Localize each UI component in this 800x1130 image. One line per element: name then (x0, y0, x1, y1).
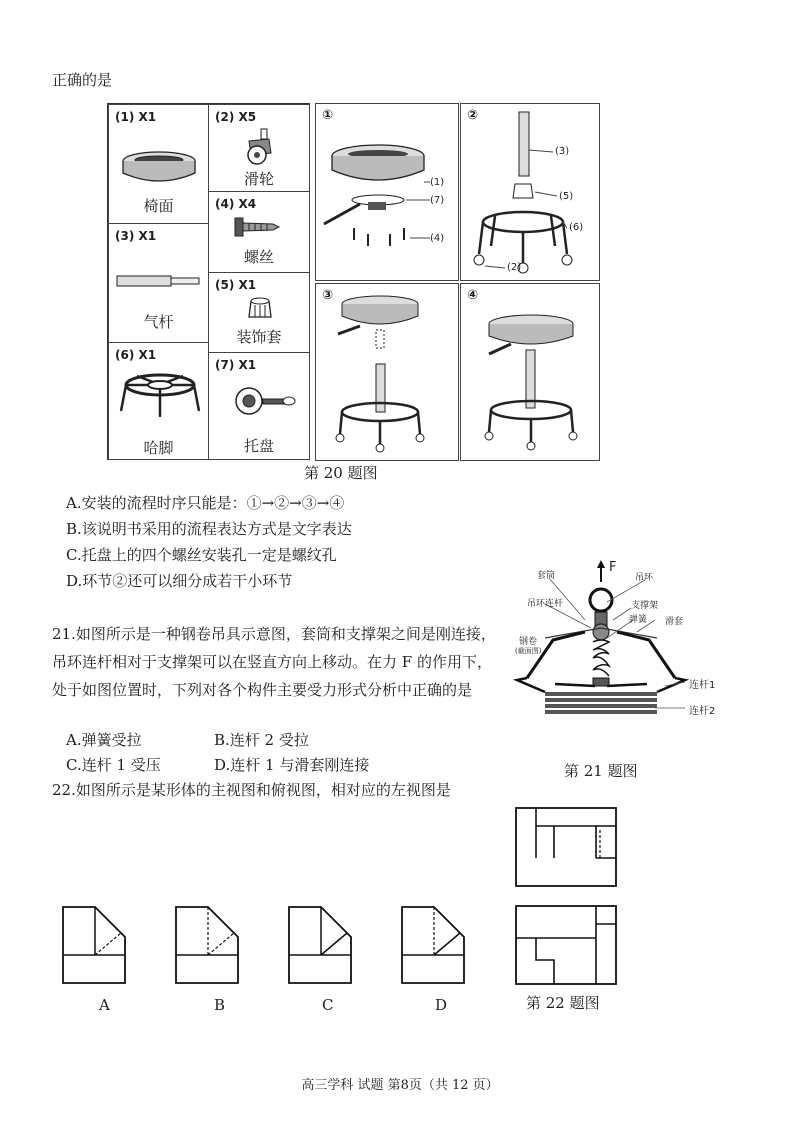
choice-c-view (287, 905, 353, 985)
q22-caption: 第 22 题图 (526, 994, 600, 1012)
screw-part-illustration (233, 214, 283, 244)
ring-label: 吊环 (635, 573, 654, 583)
lead-text: 正确的是 (52, 71, 113, 89)
caster-part-illustration (239, 127, 279, 167)
choice-d-label: D (435, 996, 448, 1014)
part-name: 哈脚 (143, 439, 174, 457)
q21-stem: 21.如图所示是一种钢卷吊具示意图，套筒和支撑架之间是刚连接，吊环连杆相对于支撑架可以在竖直方向上移动。在力 F 的作用下，处于如图位置时，下列对各个构件主要受力形式分析中正确的是 (52, 625, 496, 699)
part-name: 螺丝 (243, 248, 274, 266)
part-cell-base (108, 342, 209, 460)
part-qty: (6) X1 (115, 348, 157, 362)
q22-choice-d[interactable] (400, 905, 466, 985)
q22-front-and-top-views (514, 806, 620, 988)
part-cell-decor-sleeve (208, 272, 310, 353)
choice-d-view (400, 905, 466, 985)
step-label: (5) (559, 191, 574, 202)
support-label: 支撑架 (631, 601, 659, 611)
decor-sleeve-part-illustration (245, 295, 275, 321)
q22-choice-c[interactable] (287, 905, 353, 985)
rod2-label: 连杆2 (689, 706, 716, 717)
choice-c-label: C (322, 996, 334, 1014)
part-qty: (5) X1 (215, 278, 257, 292)
step-3-panel (315, 283, 459, 461)
part-cell-gas-rod (108, 223, 209, 343)
rod1-label: 连杆1 (689, 680, 716, 691)
step-label: (7) (430, 195, 445, 206)
part-name: 滑轮 (243, 170, 274, 188)
part-name: 椅面 (143, 197, 174, 215)
choice-b-label: B (214, 996, 226, 1014)
step-label: (1) (430, 177, 445, 188)
step-2-drawing (461, 104, 601, 282)
step-number: ② (467, 108, 479, 123)
choice-a-label: A (99, 996, 110, 1014)
parts-list (107, 103, 310, 460)
choice-b-view (174, 905, 240, 985)
q21-option-a: A.弹簧受拉 (66, 731, 142, 749)
q20-option-a: A.安装的流程时序只能是：①→②→③→④ (66, 494, 345, 512)
coil-label: 钢卷 (519, 637, 538, 647)
step-4-drawing (461, 284, 601, 462)
part-qty: (7) X1 (215, 358, 257, 372)
q22-choice-b[interactable] (174, 905, 240, 985)
part-name: 装饰套 (236, 328, 282, 346)
q21-figure (505, 558, 730, 738)
part-qty: (2) X5 (215, 110, 257, 124)
q20-option-c: C.托盘上的四个螺丝安装孔一定是螺纹孔 (66, 546, 337, 564)
q22-choice-a[interactable] (61, 905, 127, 985)
step-3-drawing (316, 284, 460, 462)
q20-option-b: B.该说明书采用的流程表达方式是文字表达 (66, 520, 352, 538)
page-footer: 高三学科 试题 第8页（共 12 页） (301, 1078, 499, 1093)
slide-label: 滑套 (665, 617, 684, 627)
sleeve-label: 套筒 (537, 571, 556, 581)
step-2-panel (460, 103, 600, 281)
part-cell-seat (108, 104, 209, 224)
step-number: ① (322, 108, 334, 123)
part-qty: (3) X1 (115, 229, 157, 243)
part-qty: (1) X1 (115, 110, 157, 124)
step-label: (3) (555, 146, 570, 157)
force-label: F (609, 560, 617, 575)
part-cell-caster (208, 104, 310, 192)
step-label: (2) (507, 262, 522, 273)
step-4-panel (460, 283, 600, 461)
part-qty: (4) X4 (215, 197, 257, 211)
q20-option-d: D.环节②还可以细分成若干小环节 (66, 572, 293, 590)
choice-a-view (61, 905, 127, 985)
base-part-illustration (115, 367, 205, 427)
coil-sub-label: (截面图) (515, 647, 542, 655)
q21-caption: 第 21 题图 (564, 762, 638, 780)
ring-rod-label: 吊环连杆 (527, 599, 564, 609)
q21-option-d: D.连杆 1 与滑套刚连接 (214, 756, 370, 774)
q22-stem: 22.如图所示是某形体的主视图和俯视图，相对应的左视图是 (52, 781, 451, 799)
part-cell-screw (208, 191, 310, 273)
step-number: ④ (467, 288, 479, 303)
step-1-panel (315, 103, 459, 281)
step-1-drawing (316, 104, 460, 282)
step-label: (6) (569, 222, 584, 233)
spring-label: 弹簧 (629, 615, 648, 625)
step-number: ③ (322, 288, 334, 303)
q21-option-c: C.连杆 1 受压 (66, 756, 161, 774)
part-name: 托盘 (243, 437, 274, 455)
q21-option-b: B.连杆 2 受拉 (214, 731, 309, 749)
seat-part-illustration (119, 149, 199, 189)
part-name: 气杆 (143, 313, 174, 331)
q20-caption: 第 20 题图 (304, 464, 378, 482)
tray-part-illustration (229, 383, 299, 423)
gas-rod-part-illustration (115, 272, 205, 292)
q22-given-views (514, 806, 620, 988)
step-label: (4) (430, 233, 445, 244)
part-cell-tray (208, 352, 310, 460)
